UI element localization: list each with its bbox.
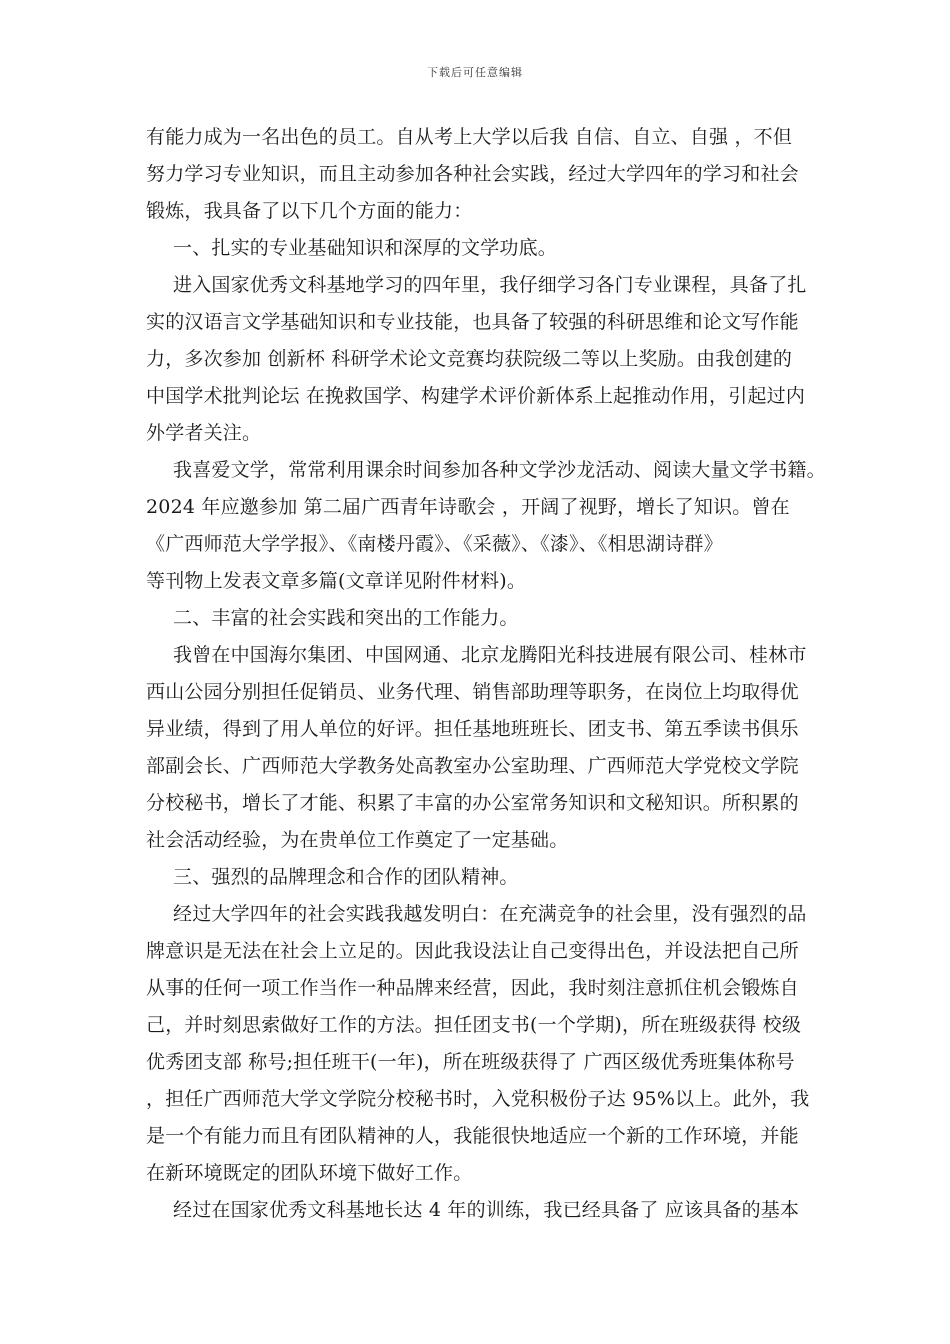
body-text-line: 在新环境既定的团队环境下做好工作。 xyxy=(146,1162,473,1184)
document-body xyxy=(146,119,826,1229)
body-text-line: 部副会长、广西师范大学教务处高教室办公室助理、广西师范大学党校文学院 xyxy=(146,755,799,777)
body-text-line: 异业绩，得到了用人单位的好评。担任基地班班长、团支书、第五季读书俱乐 xyxy=(146,718,799,740)
body-text-line: ，担任广西师范大学文学院分校秘书时，入党积极份子达 95%以上。此外，我 xyxy=(146,1088,810,1110)
body-text-line: 我喜爱文学，常常利用课余时间参加各种文学沙龙活动、阅读大量文学书籍。 xyxy=(173,459,826,481)
body-text-line: 有能力成为一名出色的员工。自从考上大学以后我 自信、自立、自强 ，不但 xyxy=(146,126,793,148)
body-text-line: 从事的任何一项工作当作一种品牌来经营，因此，我时刻注意抓住机会锻炼自 xyxy=(146,977,799,999)
body-text-line: 锻炼，我具备了以下几个方面的能力： xyxy=(146,200,473,222)
body-text-line: 《广西师范大学学报》、《南楼丹霞》、《采薇》、《漆》、《相思湖诗群》 xyxy=(146,533,723,555)
body-text-line: 经过大学四年的社会实践我越发明白：在充满竞争的社会里，没有强烈的品 xyxy=(173,903,807,925)
body-text-line: 优秀团支部 称号;担任班干(一年)，所在班级获得了 广西区级优秀班集体称号 xyxy=(146,1051,795,1073)
body-text-line: 西山公园分别担任促销员、业务代理、销售部助理等职务，在岗位上均取得优 xyxy=(146,681,799,703)
body-text-line: 二、丰富的社会实践和突出的工作能力。 xyxy=(173,607,519,629)
body-text-line: 进入国家优秀文科基地学习的四年里，我仔细学习各门专业课程，具备了扎 xyxy=(173,274,807,296)
body-text-line: 中国学术批判论坛 在挽救国学、构建学术评价新体系上起推动作用，引起过内 xyxy=(146,385,806,407)
body-text-line: 力，多次参加 创新杯 科研学术论文竞赛均获院级二等以上奖励。由我创建的 xyxy=(146,348,793,370)
body-text-line: 外学者关注。 xyxy=(146,422,262,444)
body-text-line: 一、扎实的专业基础知识和深厚的文学功底。 xyxy=(173,237,558,259)
body-text-line: 等刊物上发表文章多篇(文章详见附件材料)。 xyxy=(146,570,527,592)
body-text-line: 社会活动经验，为在贵单位工作奠定了一定基础。 xyxy=(146,829,569,851)
body-text-line: 2024 年应邀参加 第二届广西青年诗歌会 ，开阔了视野，增长了知识。曾在 xyxy=(146,496,790,518)
body-text-line: 分校秘书，增长了才能、积累了丰富的办公室常务知识和文秘知识。所积累的 xyxy=(146,792,799,814)
body-text-line: 我曾在中国海尔集团、中国网通、北京龙腾阳光科技进展有限公司、桂林市 xyxy=(173,644,807,666)
body-text-line: 己，并时刻思索做好工作的方法。担任团支书(一个学期)，所在班级获得 校级 xyxy=(146,1014,802,1036)
body-text-line: 是一个有能力而且有团队精神的人，我能很快地适应一个新的工作环境，并能 xyxy=(146,1125,799,1147)
body-text-line: 经过在国家优秀文科基地长达 4 年的训练，我已经具备了 应该具备的基本 xyxy=(173,1199,800,1221)
body-text-line: 努力学习专业知识，而且主动参加各种社会实践，经过大学四年的学习和社会 xyxy=(146,163,799,185)
body-text-line: 牌意识是无法在社会上立足的。因此我设法让自己变得出色，并设法把自己所 xyxy=(146,940,799,962)
page-header: 下载后可任意编辑 xyxy=(427,66,523,79)
body-text-line: 实的汉语言文学基础知识和专业技能，也具备了较强的科研思维和论文写作能 xyxy=(146,311,799,333)
body-text-line: 三、强烈的品牌理念和合作的团队精神。 xyxy=(173,866,519,888)
